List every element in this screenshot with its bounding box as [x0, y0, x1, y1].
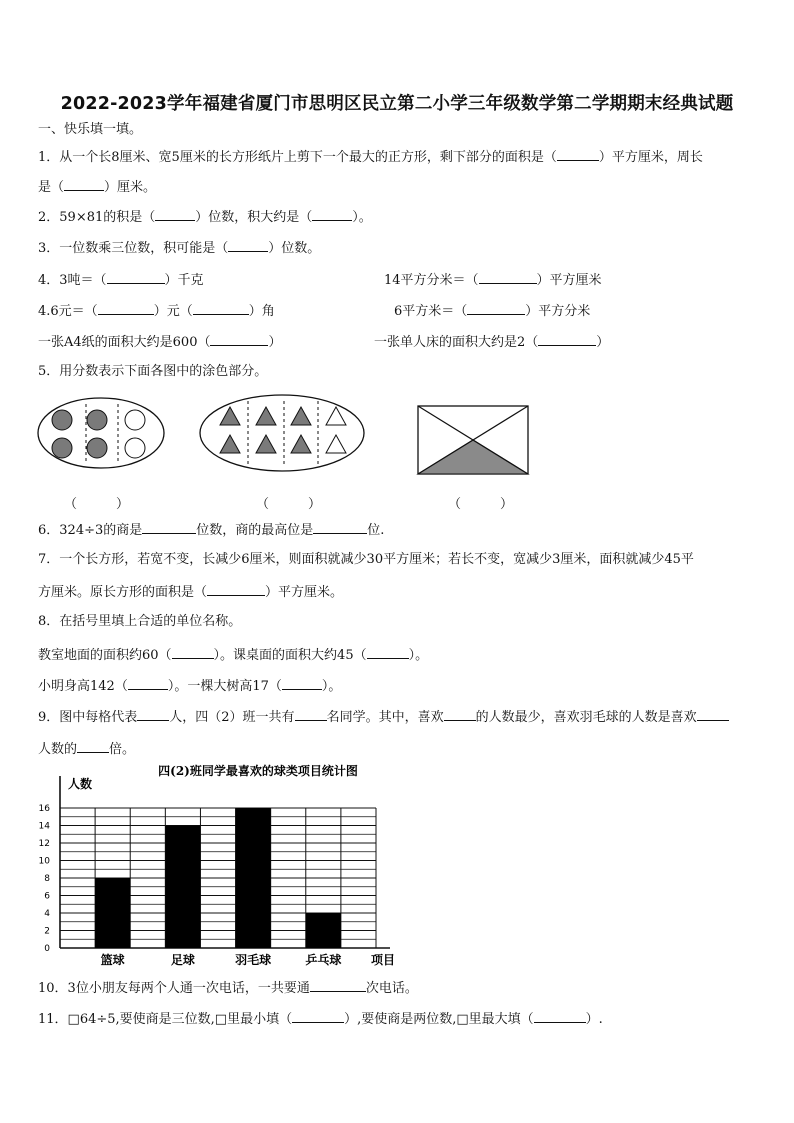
- question-4-row-3-left: [38, 333, 282, 351]
- x-tick-label: 篮球: [100, 953, 125, 967]
- bar: [306, 913, 341, 948]
- figure-oval-circles: [36, 396, 166, 470]
- question-3: [38, 239, 320, 257]
- question-11: [38, 1010, 603, 1028]
- question-4-row-3-right: [374, 333, 609, 351]
- q1-text-a: 1．从一个长8厘米、宽5厘米的长方形纸片上剪下一个最大的正方形，剩下部分的面积是（: [38, 150, 557, 165]
- answer-blank[interactable]: [444, 708, 476, 721]
- bar-chart: [30, 762, 410, 972]
- q9-text: 的人数最少，喜欢羽毛球的人数是喜欢: [475, 710, 697, 725]
- x-tick-label: 羽毛球: [235, 953, 272, 967]
- answer-blank[interactable]: [228, 239, 268, 252]
- q1-text-b: ）平方厘米，周长: [598, 150, 703, 165]
- answer-blank[interactable]: [310, 979, 366, 992]
- q3-text-a: 3．一位数乘三位数，积可能是（: [38, 241, 229, 256]
- chart-x-ticks: [101, 952, 342, 967]
- q8-text: ）。: [408, 648, 429, 663]
- bar: [95, 878, 130, 948]
- figure-oval-triangles: [198, 393, 366, 473]
- answer-blank[interactable]: [98, 302, 154, 315]
- question-6: [38, 521, 384, 539]
- y-tick-label: 12: [38, 839, 50, 849]
- q8-text: 小明身高142（: [38, 679, 128, 694]
- q4-text: ）千克: [164, 273, 204, 288]
- answer-blank[interactable]: [137, 708, 169, 721]
- q10-text: 次电话。: [365, 981, 418, 996]
- page-title: 2022-2023学年福建省厦门市思明区民立第二小学三年级数学第二学期期末经典试题: [60, 94, 734, 114]
- answer-blank[interactable]: [534, 1010, 586, 1023]
- q4-text: ）平方分米: [525, 304, 591, 319]
- question-1-line-2: [38, 178, 156, 196]
- answer-paren-3[interactable]: （ ）: [448, 497, 514, 512]
- answer-blank[interactable]: [557, 148, 599, 161]
- q4-text: 4．3吨＝（: [38, 273, 107, 288]
- q3-text-b: ）位数。: [268, 241, 321, 256]
- y-tick-label: 4: [44, 909, 50, 919]
- q9-text: 名同学。其中，喜欢: [326, 710, 444, 725]
- q2-text-a: 2．59×81的积是（: [38, 210, 156, 225]
- x-tick-label: 乒乓球: [305, 953, 342, 967]
- question-8-line-1: [38, 646, 428, 664]
- y-tick-label: 0: [44, 944, 50, 954]
- section-heading: 一、快乐填一填。: [38, 122, 143, 137]
- y-tick-label: 8: [44, 874, 50, 884]
- answer-paren-2[interactable]: （ ）: [256, 497, 322, 512]
- answer-blank[interactable]: [467, 302, 525, 315]
- answer-blank[interactable]: [207, 583, 265, 596]
- question-4-row-1-right: [384, 271, 602, 289]
- question-8: 8．在括号里填上合适的单位名称。: [38, 614, 242, 629]
- q4-text: 一张A4纸的面积大约是600（: [38, 335, 211, 350]
- q6-text: 6．324÷3的商是: [38, 523, 143, 538]
- q2-text-c: ）。: [352, 210, 372, 225]
- q2-text-b: ）位数，积大约是（: [195, 210, 313, 225]
- q9-text: 人数的: [38, 742, 78, 757]
- q8-text: ）。: [321, 679, 342, 694]
- question-4-row-2-left: [38, 302, 275, 320]
- answer-blank[interactable]: [282, 677, 322, 690]
- answer-blank[interactable]: [697, 708, 729, 721]
- y-tick-label: 16: [38, 804, 50, 814]
- x-tick-label: 足球: [170, 953, 195, 967]
- question-5: 5．用分数表示下面各图中的涂色部分。: [38, 364, 268, 379]
- q11-text: 11．□64÷5,要使商是三位数,□里最小填（: [38, 1012, 293, 1027]
- bar: [236, 808, 271, 948]
- q8-text: ）。一棵大树高17（: [167, 679, 282, 694]
- question-1-line-1: [38, 148, 703, 166]
- question-10: [38, 979, 418, 997]
- answer-blank[interactable]: [193, 302, 249, 315]
- answer-blank[interactable]: [479, 271, 537, 284]
- answer-blank[interactable]: [210, 333, 268, 346]
- question-4-row-1-left: [38, 271, 204, 289]
- answer-blank[interactable]: [107, 271, 165, 284]
- y-tick-label: 2: [44, 926, 50, 937]
- q11-text: ）.: [585, 1012, 603, 1027]
- answer-blank[interactable]: [155, 208, 195, 221]
- q4-text: ）平方厘米: [536, 273, 602, 288]
- q7-text: 方厘米。原长方形的面积是（: [38, 585, 208, 600]
- q4-text: 14平方分米＝（: [384, 273, 479, 288]
- y-tick-label: 6: [44, 891, 50, 902]
- q4-text: ）: [596, 335, 610, 350]
- answer-blank[interactable]: [295, 708, 327, 721]
- q4-text: ）角: [248, 304, 275, 319]
- answer-blank[interactable]: [64, 178, 104, 191]
- answer-blank[interactable]: [292, 1010, 344, 1023]
- q7-text: ）平方厘米。: [265, 585, 344, 600]
- chart-y-label: 人数: [68, 777, 93, 791]
- answer-blank[interactable]: [538, 333, 596, 346]
- answer-blank[interactable]: [77, 740, 109, 753]
- q4-text: 6平方米＝（: [394, 304, 468, 319]
- q9-text: 人，四（2）班一共有: [169, 710, 295, 725]
- q4-text: 4.6元＝（: [38, 304, 98, 319]
- question-4-row-2-right: [394, 302, 590, 320]
- q1-text-c: 是（: [38, 180, 65, 195]
- chart-x-label: 项目: [371, 953, 396, 967]
- q9-text: 倍。: [109, 742, 136, 757]
- bar: [165, 826, 200, 949]
- y-tick-label: 10: [38, 856, 50, 867]
- answer-blank[interactable]: [128, 677, 168, 690]
- y-tick-label: 14: [38, 821, 50, 832]
- q10-text: 10．3位小朋友每两个人通一次电话，一共要通: [38, 981, 310, 996]
- answer-blank[interactable]: [367, 646, 409, 659]
- answer-blank[interactable]: [312, 208, 352, 221]
- q9-text: 9．图中每格代表: [38, 710, 138, 725]
- answer-blank[interactable]: [172, 646, 214, 659]
- q4-text: ）元（: [153, 304, 193, 319]
- question-8-line-2: [38, 677, 341, 695]
- question-2: [38, 208, 372, 226]
- q11-text: ）,要使商是两位数,□里最大填（: [344, 1012, 534, 1027]
- q6-text: 位数，商的最高位是: [196, 523, 314, 538]
- q4-text: 一张单人床的面积大约是2（: [374, 335, 539, 350]
- answer-paren-1[interactable]: （ ）: [64, 497, 130, 512]
- question-9-line-2: [38, 740, 135, 758]
- question-7-line-1: 7．一个长方形，若宽不变，长减少6厘米，则面积就减少30平方厘米；若长不变，宽减少3厘米，面积就减少45平: [38, 552, 694, 567]
- q8-text: 教室地面的面积约60（: [38, 648, 172, 663]
- chart-y-ticks: [39, 804, 51, 954]
- question-9-line-1: [38, 708, 729, 726]
- q8-text: ）。课桌面的面积大约45（: [213, 648, 367, 663]
- q4-text: ）: [268, 335, 282, 350]
- figure-rectangle-triangle: [416, 404, 530, 476]
- answer-blank[interactable]: [142, 521, 196, 534]
- answer-blank[interactable]: [313, 521, 367, 534]
- q6-text: 位.: [367, 523, 385, 538]
- question-7-line-2: [38, 583, 343, 601]
- q1-text-d: ）厘米。: [104, 180, 157, 195]
- chart-title: 四(2)班同学最喜欢的球类项目统计图: [158, 764, 358, 778]
